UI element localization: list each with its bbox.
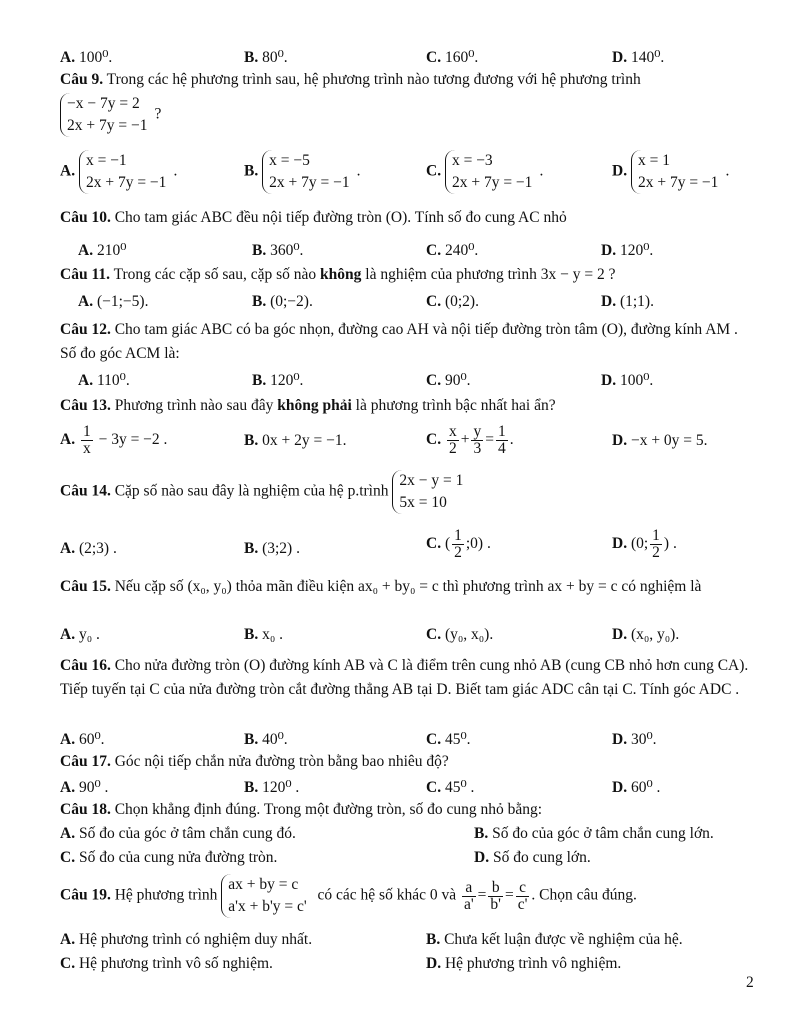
q18-question: Câu 18. Chọn khẳng định đúng. Trong một đường tròn, số đo cung nhỏ bằng: bbox=[60, 801, 543, 818]
q17-option-c: C. 45⁰ . bbox=[426, 779, 475, 796]
q15-option-d: D. (x₀, y₀). bbox=[612, 626, 680, 643]
q13-option-c: C. $\frac{x}{2}$ + $\frac{y}{3}$ = $\frac{1}{4}$ . bbox=[426, 423, 514, 457]
q14-question: Câu 14. Cặp số nào sau đây là nghiệm của hệ p.trình 2x − y = 1 5x = 10 bbox=[60, 470, 470, 514]
q14-option-b: B. (3;2) . bbox=[244, 540, 300, 557]
q13-option-d: D. −x + 0y = 5. bbox=[612, 432, 708, 449]
q9-option-b: B. x = −5 2x + 7y = −1 . bbox=[244, 150, 360, 194]
q19-option-a: A. Hệ phương trình có nghiệm duy nhất. bbox=[60, 931, 313, 948]
q9-system: −x − 7y = 2 2x + 7y = −1 ? bbox=[60, 93, 161, 137]
q12-question: Câu 12. Cho tam giác ABC có ba góc nhọn, đường cao AH và nội tiếp đường tròn tâm (O), đường kính AM . Số đo góc ACM là: bbox=[60, 321, 738, 362]
q13-option-b: B. 0x + 2y = −1. bbox=[244, 432, 347, 449]
q19-option-c: C. Hệ phương trình vô số nghiệm. bbox=[60, 955, 273, 972]
q19-option-b: B. Chưa kết luận được về nghiệm của hệ. bbox=[426, 931, 683, 948]
q16-option-b: B. 40⁰. bbox=[244, 731, 288, 748]
q12-option-a: A. 110⁰. bbox=[78, 372, 130, 389]
q8-option-c: C. 160⁰. bbox=[426, 49, 479, 66]
q16-option-a: A. 60⁰. bbox=[60, 731, 105, 748]
q8-option-d: D. 140⁰. bbox=[612, 49, 665, 66]
q18-option-c: C. Số đo của cung nửa đường tròn. bbox=[60, 849, 278, 866]
q14-option-d: D. (0; $\frac{1}{2}$ ) . bbox=[612, 527, 677, 561]
q17-option-b: B. 120⁰ . bbox=[244, 779, 300, 796]
q10-option-b: B. 360⁰. bbox=[252, 242, 304, 259]
page-number: 2 bbox=[746, 974, 754, 991]
q10-option-a: A. 210⁰ bbox=[78, 242, 127, 259]
q17-option-d: D. 60⁰ . bbox=[612, 779, 661, 796]
q13-option-a: A. $\frac{1}{x}$ − 3y = −2 . bbox=[60, 423, 168, 457]
q12-option-b: B. 120⁰. bbox=[252, 372, 304, 389]
q18-option-d: D. Số đo cung lớn. bbox=[474, 849, 591, 866]
q11-option-a: A. (−1;−5). bbox=[78, 293, 149, 310]
q10-option-d: D. 120⁰. bbox=[601, 242, 654, 259]
q16-question: Câu 16. Cho nửa đường tròn (O) đường kính AB và C là điểm trên cung nhỏ AB (cung CB nhỏ hơn cung CA). Tiếp tuyến tại C của nửa đường tròn cắt đường thẳng AB tại D. Biết tam giác ADC cân tại C. Tính góc ADC . bbox=[60, 657, 749, 698]
q9-option-a: A. x = −1 2x + 7y = −1 . bbox=[60, 150, 177, 194]
q15-option-c: C. (y₀, x₀). bbox=[426, 626, 494, 643]
q8-option-b: B. 80⁰. bbox=[244, 49, 288, 66]
q16-option-c: C. 45⁰. bbox=[426, 731, 471, 748]
q9-option-c: C. x = −3 2x + 7y = −1 . bbox=[426, 150, 543, 194]
q13-question: Câu 13. Phương trình nào sau đây không phải là phương trình bậc nhất hai ẩn? bbox=[60, 397, 556, 414]
q14-option-c: C. ( $\frac{1}{2}$ ;0) . bbox=[426, 527, 491, 561]
q17-question: Câu 17. Góc nội tiếp chắn nửa đường tròn bằng bao nhiêu độ? bbox=[60, 753, 449, 770]
q19-option-d: D. Hệ phương trình vô nghiệm. bbox=[426, 955, 622, 972]
q11-option-c: C. (0;2). bbox=[426, 293, 479, 310]
q12-option-d: D. 100⁰. bbox=[601, 372, 654, 389]
q14-option-a: A. (2;3) . bbox=[60, 540, 117, 557]
q17-option-a: A. 90⁰ . bbox=[60, 779, 109, 796]
q9-question: Câu 9. Trong các hệ phương trình sau, hệ phương trình nào tương đương với hệ phương trình bbox=[60, 71, 641, 88]
q8-option-a: A. 100⁰. bbox=[60, 49, 113, 66]
q18-option-b: B. Số đo của góc ở tâm chắn cung lớn. bbox=[474, 825, 714, 842]
q11-question: Câu 11. Trong các cặp số sau, cặp số nào không là nghiệm của phương trình 3x − y = 2 ? bbox=[60, 266, 616, 283]
q16-option-d: D. 30⁰. bbox=[612, 731, 657, 748]
q10-question: Câu 10. Cho tam giác ABC đều nội tiếp đường tròn (O). Tính số đo cung AC nhỏ bbox=[60, 209, 567, 226]
q11-option-d: D. (1;1). bbox=[601, 293, 654, 310]
q15-question: Câu 15. Nếu cặp số (x₀, y₀) thỏa mãn điều kiện ax₀ + by₀ = c thì phương trình ax + by = c có nghiệm là bbox=[60, 578, 702, 595]
q18-option-a: A. Số đo của góc ở tâm chắn cung đó. bbox=[60, 825, 296, 842]
q19-question: Câu 19. Hệ phương trình ax + by = c a'x + b'y = c' có các hệ số khác 0 và $\frac{a}{a'}$ = $\frac{b}{b'}$ = $\frac{c}{c'}$ . Chọn câu đúng. bbox=[60, 874, 637, 918]
q12-option-c: C. 90⁰. bbox=[426, 372, 471, 389]
q15-option-b: B. x₀ . bbox=[244, 626, 283, 643]
q10-option-c: C. 240⁰. bbox=[426, 242, 479, 259]
q9-option-d: D. x = 1 2x + 7y = −1 . bbox=[612, 150, 729, 194]
q15-option-a: A. y₀ . bbox=[60, 626, 100, 643]
q11-option-b: B. (0;−2). bbox=[252, 293, 313, 310]
